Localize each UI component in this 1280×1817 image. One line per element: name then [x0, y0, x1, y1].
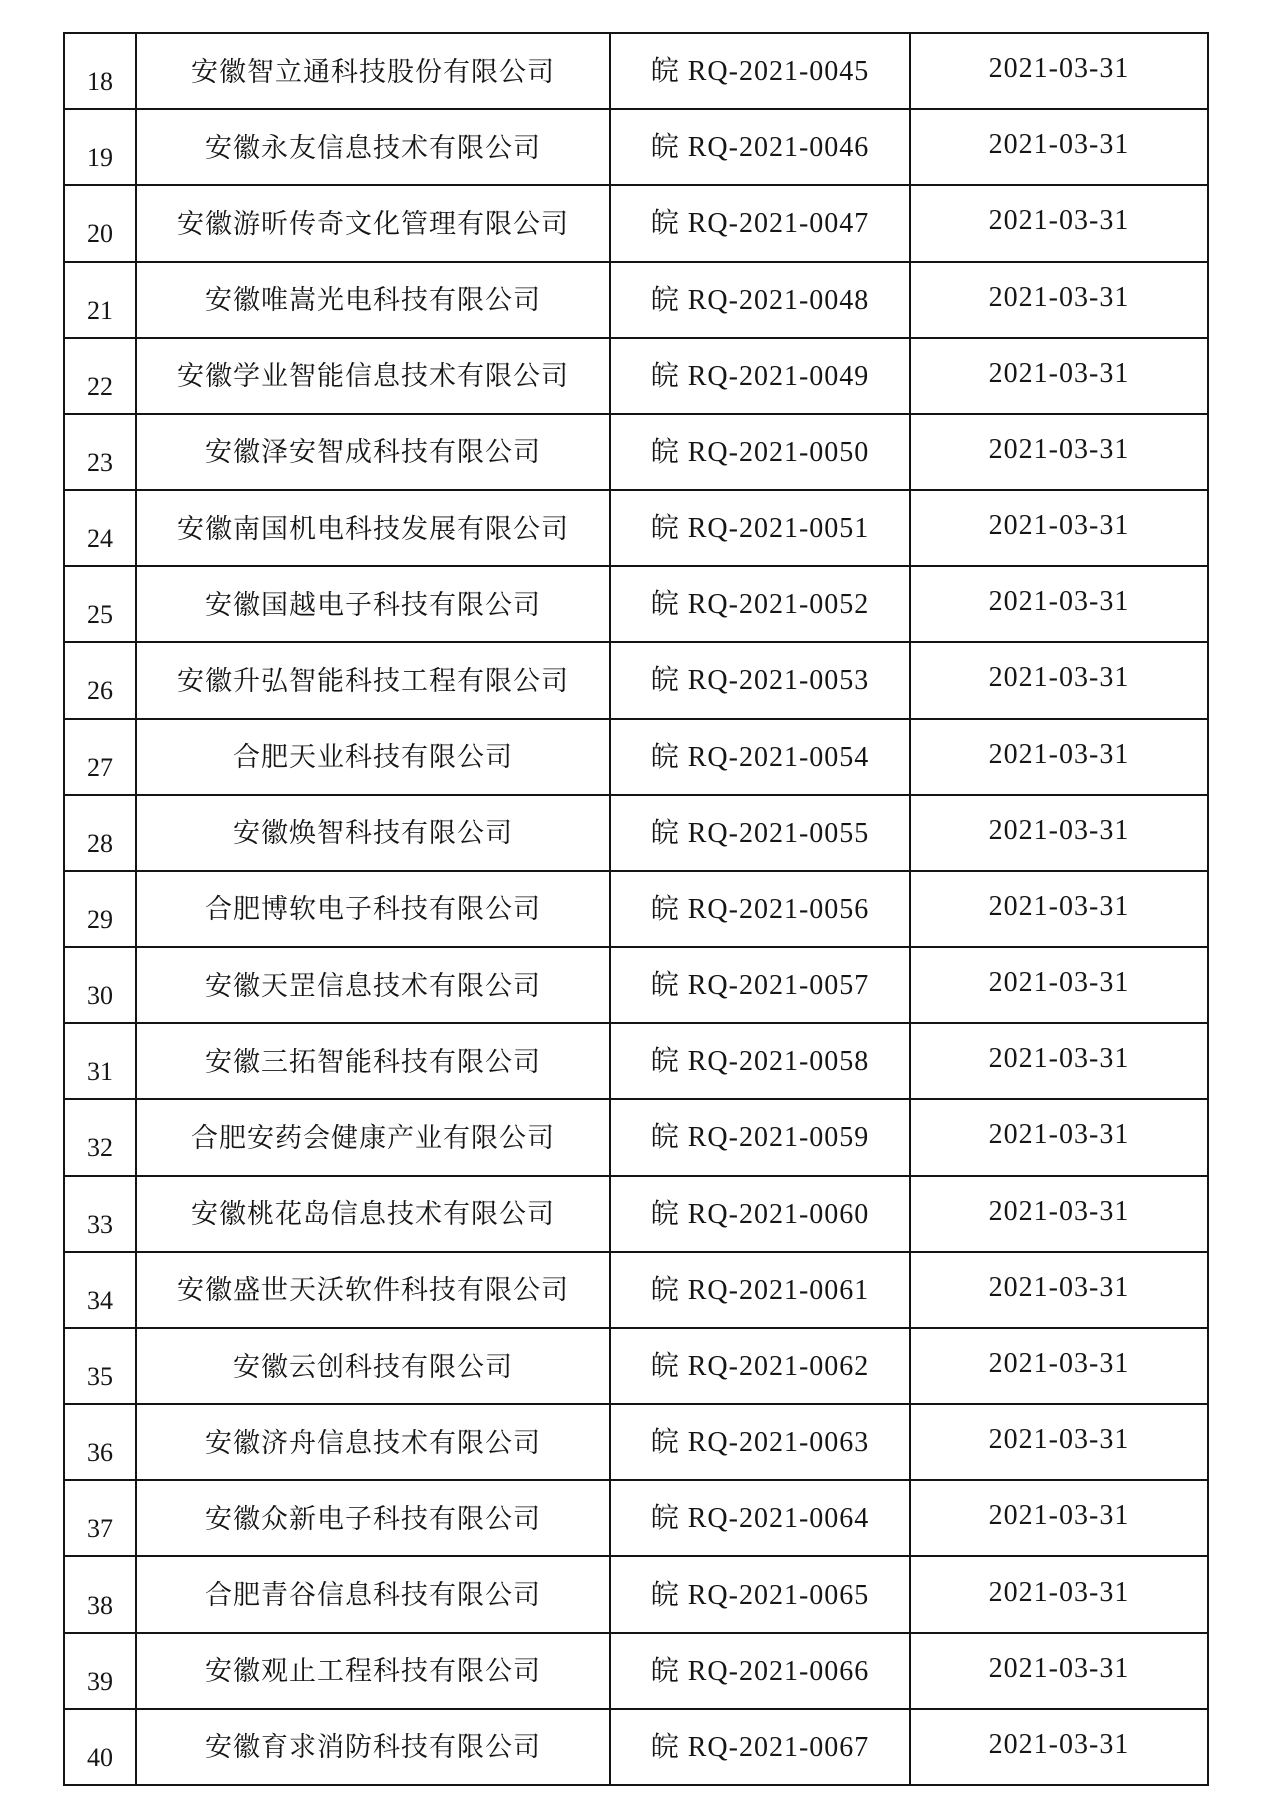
certificate-number-cell: [610, 1252, 910, 1328]
table-row: [64, 490, 1208, 566]
certificate-number-cell: [610, 109, 910, 185]
row-number-cell: [64, 185, 136, 261]
date-value: 2021-03-31: [988, 586, 1130, 618]
row-number-cell: [64, 1252, 136, 1328]
row-number: 38: [87, 1590, 113, 1620]
date-value: 2021-03-31: [988, 738, 1130, 770]
certification-table: [63, 32, 1209, 1786]
certificate-number: 皖 RQ-2021-0066: [650, 1655, 870, 1687]
table-row: [64, 1023, 1208, 1099]
company-name: 合肥安药会健康产业有限公司: [191, 1122, 555, 1153]
table-row: [64, 1404, 1208, 1480]
company-name-cell: [136, 1328, 610, 1404]
date-value: 2021-03-31: [988, 814, 1130, 846]
certificate-number-cell: [610, 262, 910, 338]
date-value: 2021-03-31: [988, 1271, 1130, 1303]
row-number-cell: [64, 1328, 136, 1404]
date-value: 2021-03-31: [988, 1348, 1130, 1379]
table-row: [64, 1480, 1208, 1556]
date-value: 2021-03-31: [988, 1424, 1130, 1456]
date-value: 2021-03-31: [988, 1652, 1130, 1684]
company-name: 安徽升弘智能科技工程有限公司: [177, 665, 569, 696]
company-name-cell: [136, 490, 610, 566]
certificate-number-cell: [610, 642, 910, 718]
date-cell: [910, 1709, 1208, 1785]
certificate-number: 皖 RQ-2021-0052: [650, 589, 870, 621]
table-row: [64, 1633, 1208, 1709]
certificate-number: 皖 RQ-2021-0061: [650, 1274, 870, 1306]
row-number-cell: [64, 642, 136, 718]
company-name-cell: [136, 1709, 610, 1785]
company-name: 安徽云创科技有限公司: [233, 1351, 513, 1382]
date-cell: [910, 871, 1208, 947]
date-value: 2021-03-31: [988, 1119, 1130, 1151]
certificate-number-cell: [610, 1023, 910, 1099]
row-number: 32: [87, 1133, 113, 1163]
company-name: 安徽学业智能信息技术有限公司: [177, 361, 569, 392]
date-value: 2021-03-31: [988, 890, 1130, 922]
certificate-number-cell: [610, 871, 910, 947]
certificate-number: 皖 RQ-2021-0051: [650, 513, 870, 545]
company-name-cell: [136, 1404, 610, 1480]
date-value: 2021-03-31: [988, 433, 1130, 465]
company-name-cell: [136, 109, 610, 185]
company-name-cell: [136, 262, 610, 338]
row-number: 36: [87, 1438, 113, 1468]
row-number-cell: [64, 719, 136, 795]
table-row: [64, 1099, 1208, 1175]
certificate-number: 皖 RQ-2021-0058: [650, 1046, 870, 1078]
company-name-cell: [136, 566, 610, 642]
row-number-cell: [64, 947, 136, 1023]
company-name-cell: [136, 719, 610, 795]
company-name: 安徽济舟信息技术有限公司: [205, 1427, 541, 1458]
company-name: 合肥天业科技有限公司: [233, 742, 513, 773]
certificate-number-cell: [610, 33, 910, 109]
certificate-number-cell: [610, 1556, 910, 1632]
certificate-number-cell: [610, 1328, 910, 1404]
row-number: 34: [87, 1285, 113, 1315]
certification-table-body: [64, 33, 1208, 1785]
company-name-cell: [136, 1252, 610, 1328]
table-row: [64, 1176, 1208, 1252]
date-cell: [910, 414, 1208, 490]
certificate-number: 皖 RQ-2021-0049: [650, 360, 870, 392]
row-number: 22: [87, 371, 113, 401]
date-cell: [910, 1252, 1208, 1328]
date-value: 2021-03-31: [988, 662, 1130, 694]
row-number-cell: [64, 1023, 136, 1099]
table-row: [64, 1556, 1208, 1632]
certificate-number: 皖 RQ-2021-0064: [650, 1503, 870, 1535]
certificate-number-cell: [610, 719, 910, 795]
company-name: 安徽游昕传奇文化管理有限公司: [177, 208, 569, 239]
row-number-cell: [64, 338, 136, 414]
table-row: [64, 109, 1208, 185]
certificate-number: 皖 RQ-2021-0060: [650, 1198, 870, 1230]
row-number-cell: [64, 109, 136, 185]
company-name: 安徽观止工程科技有限公司: [205, 1656, 541, 1687]
row-number-cell: [64, 1709, 136, 1785]
row-number: 31: [87, 1057, 113, 1087]
certificate-number: 皖 RQ-2021-0054: [650, 741, 870, 773]
date-value: 2021-03-31: [988, 1728, 1130, 1760]
company-name-cell: [136, 338, 610, 414]
certificate-number: 皖 RQ-2021-0046: [650, 132, 870, 164]
company-name-cell: [136, 642, 610, 718]
date-cell: [910, 262, 1208, 338]
table-row: [64, 1328, 1208, 1404]
table-row: [64, 262, 1208, 338]
row-number: 39: [87, 1666, 113, 1696]
certificate-number-cell: [610, 1480, 910, 1556]
table-row: [64, 947, 1208, 1023]
company-name: 安徽国越电子科技有限公司: [205, 589, 541, 620]
company-name-cell: [136, 414, 610, 490]
certificate-number-cell: [610, 185, 910, 261]
company-name-cell: [136, 1023, 610, 1099]
row-number: 25: [87, 600, 113, 630]
row-number-cell: [64, 1404, 136, 1480]
company-name: 安徽泽安智成科技有限公司: [205, 437, 541, 468]
certificate-number-cell: [610, 338, 910, 414]
date-cell: [910, 33, 1208, 109]
row-number: 30: [87, 981, 113, 1011]
row-number: 28: [87, 828, 113, 858]
certificate-number-cell: [610, 490, 910, 566]
table-row: [64, 414, 1208, 490]
certificate-number-cell: [610, 1176, 910, 1252]
table-row: [64, 185, 1208, 261]
row-number: 19: [87, 143, 113, 173]
company-name: 安徽天罡信息技术有限公司: [205, 970, 541, 1001]
certificate-number: 皖 RQ-2021-0067: [650, 1731, 870, 1763]
company-name: 安徽永友信息技术有限公司: [205, 132, 541, 163]
date-value: 2021-03-31: [988, 357, 1130, 389]
date-value: 2021-03-31: [988, 129, 1130, 161]
row-number-cell: [64, 1176, 136, 1252]
company-name-cell: [136, 1556, 610, 1632]
date-cell: [910, 338, 1208, 414]
table-row: [64, 1709, 1208, 1785]
row-number: 23: [87, 447, 113, 477]
row-number-cell: [64, 795, 136, 871]
certificate-number: 皖 RQ-2021-0057: [650, 970, 870, 1002]
company-name: 安徽唯嵩光电科技有限公司: [205, 285, 541, 316]
row-number: 24: [87, 524, 113, 554]
date-value: 2021-03-31: [988, 53, 1130, 85]
date-cell: [910, 642, 1208, 718]
date-cell: [910, 719, 1208, 795]
date-cell: [910, 1556, 1208, 1632]
table-row: [64, 338, 1208, 414]
company-name: 安徽桃花岛信息技术有限公司: [191, 1199, 555, 1230]
company-name: 合肥博软电子科技有限公司: [205, 894, 541, 925]
date-cell: [910, 1176, 1208, 1252]
certificate-number-cell: [610, 947, 910, 1023]
row-number-cell: [64, 871, 136, 947]
certificate-number-cell: [610, 1633, 910, 1709]
date-cell: [910, 566, 1208, 642]
certificate-number: 皖 RQ-2021-0048: [650, 284, 870, 316]
date-value: 2021-03-31: [988, 1500, 1130, 1532]
row-number: 20: [87, 219, 113, 249]
date-cell: [910, 1023, 1208, 1099]
date-value: 2021-03-31: [988, 510, 1130, 542]
certificate-number: 皖 RQ-2021-0053: [650, 665, 870, 697]
date-value: 2021-03-31: [988, 1043, 1130, 1075]
company-name: 安徽南国机电科技发展有限公司: [177, 513, 569, 544]
date-value: 2021-03-31: [988, 205, 1130, 237]
row-number-cell: [64, 1633, 136, 1709]
company-name-cell: [136, 795, 610, 871]
row-number: 27: [87, 752, 113, 782]
date-value: 2021-03-31: [988, 1576, 1130, 1608]
date-cell: [910, 795, 1208, 871]
company-name-cell: [136, 1176, 610, 1252]
date-cell: [910, 1404, 1208, 1480]
row-number: 18: [87, 67, 113, 97]
company-name: 合肥青谷信息科技有限公司: [205, 1580, 541, 1611]
row-number: 33: [87, 1209, 113, 1239]
table-row: [64, 719, 1208, 795]
row-number-cell: [64, 33, 136, 109]
row-number-cell: [64, 262, 136, 338]
row-number-cell: [64, 1099, 136, 1175]
table-row: [64, 871, 1208, 947]
certificate-number-cell: [610, 1099, 910, 1175]
certificate-number: 皖 RQ-2021-0059: [650, 1122, 870, 1154]
date-cell: [910, 1099, 1208, 1175]
row-number: 21: [87, 295, 113, 325]
certificate-number: 皖 RQ-2021-0056: [650, 893, 870, 925]
company-name: 安徽焕智科技有限公司: [233, 818, 513, 849]
table-row: [64, 33, 1208, 109]
table-row: [64, 1252, 1208, 1328]
certificate-number-cell: [610, 414, 910, 490]
company-name-cell: [136, 947, 610, 1023]
date-cell: [910, 1480, 1208, 1556]
certificate-number: 皖 RQ-2021-0047: [650, 208, 870, 240]
company-name-cell: [136, 33, 610, 109]
row-number-cell: [64, 414, 136, 490]
date-cell: [910, 947, 1208, 1023]
table-row: [64, 566, 1208, 642]
row-number-cell: [64, 566, 136, 642]
company-name-cell: [136, 871, 610, 947]
row-number-cell: [64, 490, 136, 566]
company-name: 安徽育求消防科技有限公司: [205, 1732, 541, 1763]
company-name-cell: [136, 1633, 610, 1709]
certificate-number: 皖 RQ-2021-0062: [650, 1351, 870, 1382]
company-name: 安徽智立通科技股份有限公司: [191, 56, 555, 87]
date-value: 2021-03-31: [988, 281, 1130, 313]
table-row: [64, 795, 1208, 871]
date-cell: [910, 109, 1208, 185]
row-number: 26: [87, 676, 113, 706]
date-value: 2021-03-31: [988, 967, 1130, 999]
date-cell: [910, 185, 1208, 261]
date-cell: [910, 490, 1208, 566]
company-name-cell: [136, 185, 610, 261]
row-number: 29: [87, 904, 113, 934]
date-value: 2021-03-31: [988, 1195, 1130, 1227]
company-name: 安徽盛世天沃软件科技有限公司: [177, 1275, 569, 1306]
certificate-number-cell: [610, 795, 910, 871]
row-number: 40: [87, 1742, 113, 1772]
certificate-number-cell: [610, 1709, 910, 1785]
certificate-number: 皖 RQ-2021-0045: [650, 56, 870, 88]
company-name: 安徽三拓智能科技有限公司: [205, 1046, 541, 1077]
certificate-number-cell: [610, 1404, 910, 1480]
certificate-number: 皖 RQ-2021-0055: [650, 817, 870, 849]
row-number: 37: [87, 1514, 113, 1544]
date-cell: [910, 1328, 1208, 1404]
table-row: [64, 642, 1208, 718]
date-cell: [910, 1633, 1208, 1709]
company-name: 安徽众新电子科技有限公司: [205, 1503, 541, 1534]
company-name-cell: [136, 1099, 610, 1175]
certificate-number: 皖 RQ-2021-0050: [650, 436, 870, 468]
row-number-cell: [64, 1556, 136, 1632]
row-number: 35: [87, 1362, 113, 1391]
row-number-cell: [64, 1480, 136, 1556]
company-name-cell: [136, 1480, 610, 1556]
certificate-number: 皖 RQ-2021-0065: [650, 1579, 870, 1611]
certificate-number: 皖 RQ-2021-0063: [650, 1427, 870, 1459]
certificate-number-cell: [610, 566, 910, 642]
